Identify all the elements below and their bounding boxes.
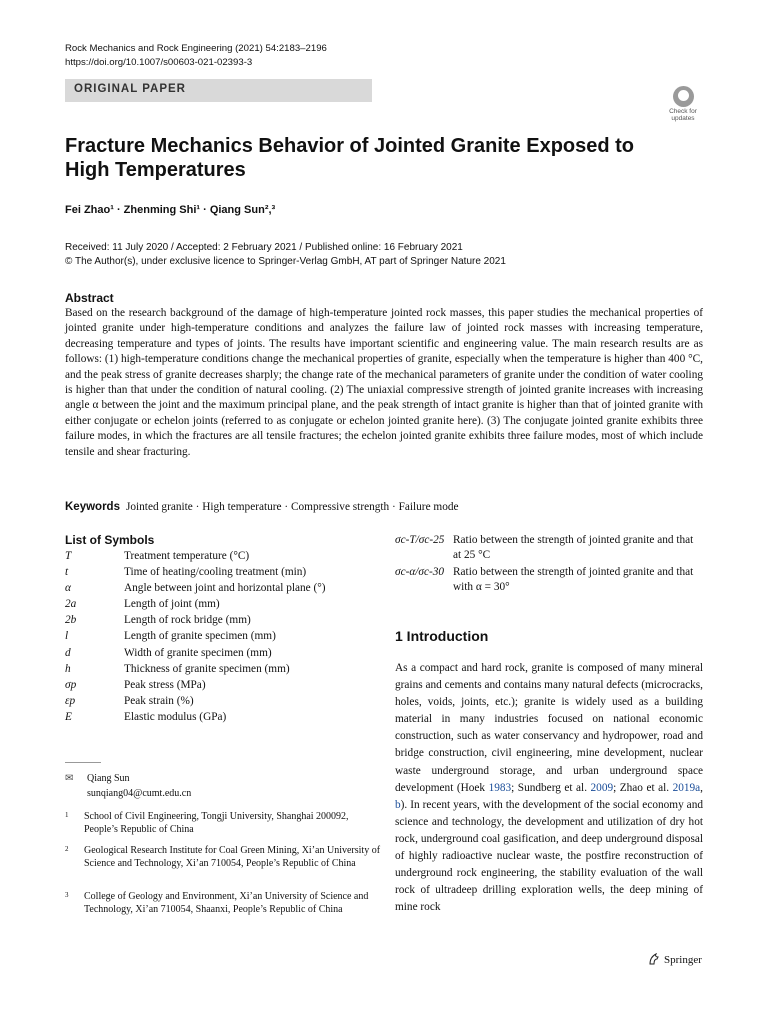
ratio-symbol: σc-T/σc-25 xyxy=(395,534,445,546)
affiliation-number: 1 xyxy=(65,811,69,819)
symbol: 2a xyxy=(65,598,77,611)
ratio-description: Ratio between the strength of jointed granite and that with α = 30° xyxy=(453,566,694,594)
symbol: t xyxy=(65,566,69,579)
symbol-description: Angle between joint and horizontal plane (°) xyxy=(124,582,326,595)
doi-link[interactable]: https://doi.org/10.1007/s00603-021-02393-3 xyxy=(65,57,253,68)
badge-line1: Check for xyxy=(669,108,697,115)
citation-link[interactable]: 2019a xyxy=(672,781,701,794)
article-type-label: ORIGINAL PAPER xyxy=(74,83,186,95)
symbol-description: Length of joint (mm) xyxy=(124,598,220,611)
publication-dates xyxy=(65,241,506,269)
envelope-icon: ✉ xyxy=(65,773,74,784)
citation-link[interactable]: 2009 xyxy=(590,781,614,794)
symbol: l xyxy=(65,630,69,643)
symbol: 2b xyxy=(65,614,77,627)
article-type-banner xyxy=(65,79,372,102)
affiliation-number: 3 xyxy=(65,891,69,899)
symbol-description: Length of granite specimen (mm) xyxy=(124,630,276,643)
paper-title: Fracture Mechanics Behavior of Jointed Granite Exposed to High Temperatures xyxy=(65,135,635,181)
check-for-updates-icon xyxy=(673,86,694,107)
springer-horse-icon xyxy=(648,953,660,965)
author-list: Fei Zhao¹ · Zhenming Shi¹ · Qiang Sun²,³ xyxy=(65,204,276,216)
check-for-updates-badge[interactable] xyxy=(663,84,703,124)
footnote-divider xyxy=(65,762,101,763)
symbol: d xyxy=(65,646,71,659)
affiliation-text: School of Civil Engineering, Tongji University, Shanghai 200092, People’s Republic of China xyxy=(84,811,349,835)
citation-link[interactable]: b xyxy=(395,798,401,811)
corresponding-author xyxy=(65,771,191,801)
symbol: εp xyxy=(65,694,76,707)
journal-header xyxy=(65,42,327,70)
citation-link[interactable]: 1983 xyxy=(488,781,512,794)
symbol: h xyxy=(65,662,71,675)
ratio-description: Ratio between the strength of jointed granite and that at 25 °C xyxy=(453,534,694,562)
journal-citation: Rock Mechanics and Rock Engineering (2021) 54:2183–2196 xyxy=(65,43,327,54)
symbol-description: Peak stress (MPa) xyxy=(124,678,206,691)
badge-line2: updates xyxy=(671,115,695,122)
symbol-description: Thickness of granite specimen (mm) xyxy=(124,662,290,675)
affiliation-text: Geological Research Institute for Coal Green Mining, Xi’an University of Science and Technology, Xi’an 710054, People’s Republic of China xyxy=(84,845,381,869)
abstract-heading: Abstract xyxy=(65,291,114,305)
symbol-description: Length of rock bridge (mm) xyxy=(124,614,251,627)
symbol-description: Treatment temperature (°C) xyxy=(124,550,250,562)
introduction-text: As a compact and hard rock, granite is composed of many mineral grains and cements and contains many natural defects (microcracks, holes, voids, joints, etc.); granite is widely used as a building material in many industries focused on national economic construction, such as water conservancy and hydropower, road and bridge construction, civil engineering, mine development, nuclear waste underground storage, and urban underground space development (Hoek 1983; Sundberg et al. 2009; Zhao et al. 2019a, b). In recent years, with the development of the social economy and science and technology, the development and utilization of dry hot rock, underground coal gasification, and deep underground disposal of highly radioactive nuclear waste, the postfire reconstruction of underground rock engineering, the stability evaluation of the wall rock of ultradeep drilling exploration wells, the deep mining of mine rock xyxy=(395,662,703,914)
keywords-list: Jointed granite · High temperature · Compressive strength · Failure mode xyxy=(125,501,459,513)
symbols-heading: List of Symbols xyxy=(65,533,155,547)
contact-name: Qiang Sun xyxy=(87,773,130,784)
abstract-body: Based on the research background of the damage of high-temperature jointed rock masses, this paper studies the mechanical properties of jointed granite under high-temperature conditions and analyzes the failure law of jointed rock masses with increasing temperature, decreasing temperature and types of joints. The results have important scientific and engineering value. The main research results are as follows: (1) high-temperature conditions change the mechanical properties of granite, especially when the temperature is higher than 400 °C, and the peak stress of granite decreases sharply; the change rate of the mechanical parameters of granite under the condition of water cooling is higher than that under the condition of natural cooling. (2) The uniaxial compressive strength of jointed granite increases with increasing angle α between the joint and the maximum principal plane, and the peak strength of intact granite is higher than that of jointed granite with either conjugate or echelon joints (referred to as conjugate or echelon jointed granite here). (3) The conjugate jointed granite exhibits three failure modes, in which the fractures are all tensile fractures; the echelon jointed granite exhibits three failure modes, most of which include tensile and shear fracturing. xyxy=(65,307,703,458)
ratio-symbol: σc-α/σc-30 xyxy=(395,566,445,578)
symbol: α xyxy=(65,582,71,595)
publisher-mark xyxy=(648,953,702,966)
symbol: T xyxy=(65,550,72,562)
symbol-description: Time of heating/cooling treatment (min) xyxy=(124,566,307,579)
symbol-description: Elastic modulus (GPa) xyxy=(124,710,227,723)
publisher-name: Springer xyxy=(664,954,702,966)
keywords xyxy=(65,501,459,513)
symbol-description: Width of granite specimen (mm) xyxy=(124,646,272,659)
affiliation-number: 2 xyxy=(65,845,69,853)
symbol: σp xyxy=(65,678,77,691)
symbol-description: Peak strain (%) xyxy=(124,694,194,707)
affiliation-text: College of Geology and Environment, Xi’an University of Science and Technology, Xi’an 710054, Shaanxi, People’s Republic of China xyxy=(84,891,369,915)
dates-line: Received: 11 July 2020 / Accepted: 2 February 2021 / Published online: 16 February 2021 xyxy=(65,242,463,253)
keywords-label: Keywords xyxy=(65,501,120,513)
symbol: E xyxy=(65,710,72,723)
copyright-line: © The Author(s), under exclusive licence to Springer-Verlag GmbH, AT part of Springer Nature 2021 xyxy=(65,256,506,267)
section-heading: 1 Introduction xyxy=(395,628,489,644)
contact-email[interactable]: sunqiang04@cumt.edu.cn xyxy=(87,788,192,799)
